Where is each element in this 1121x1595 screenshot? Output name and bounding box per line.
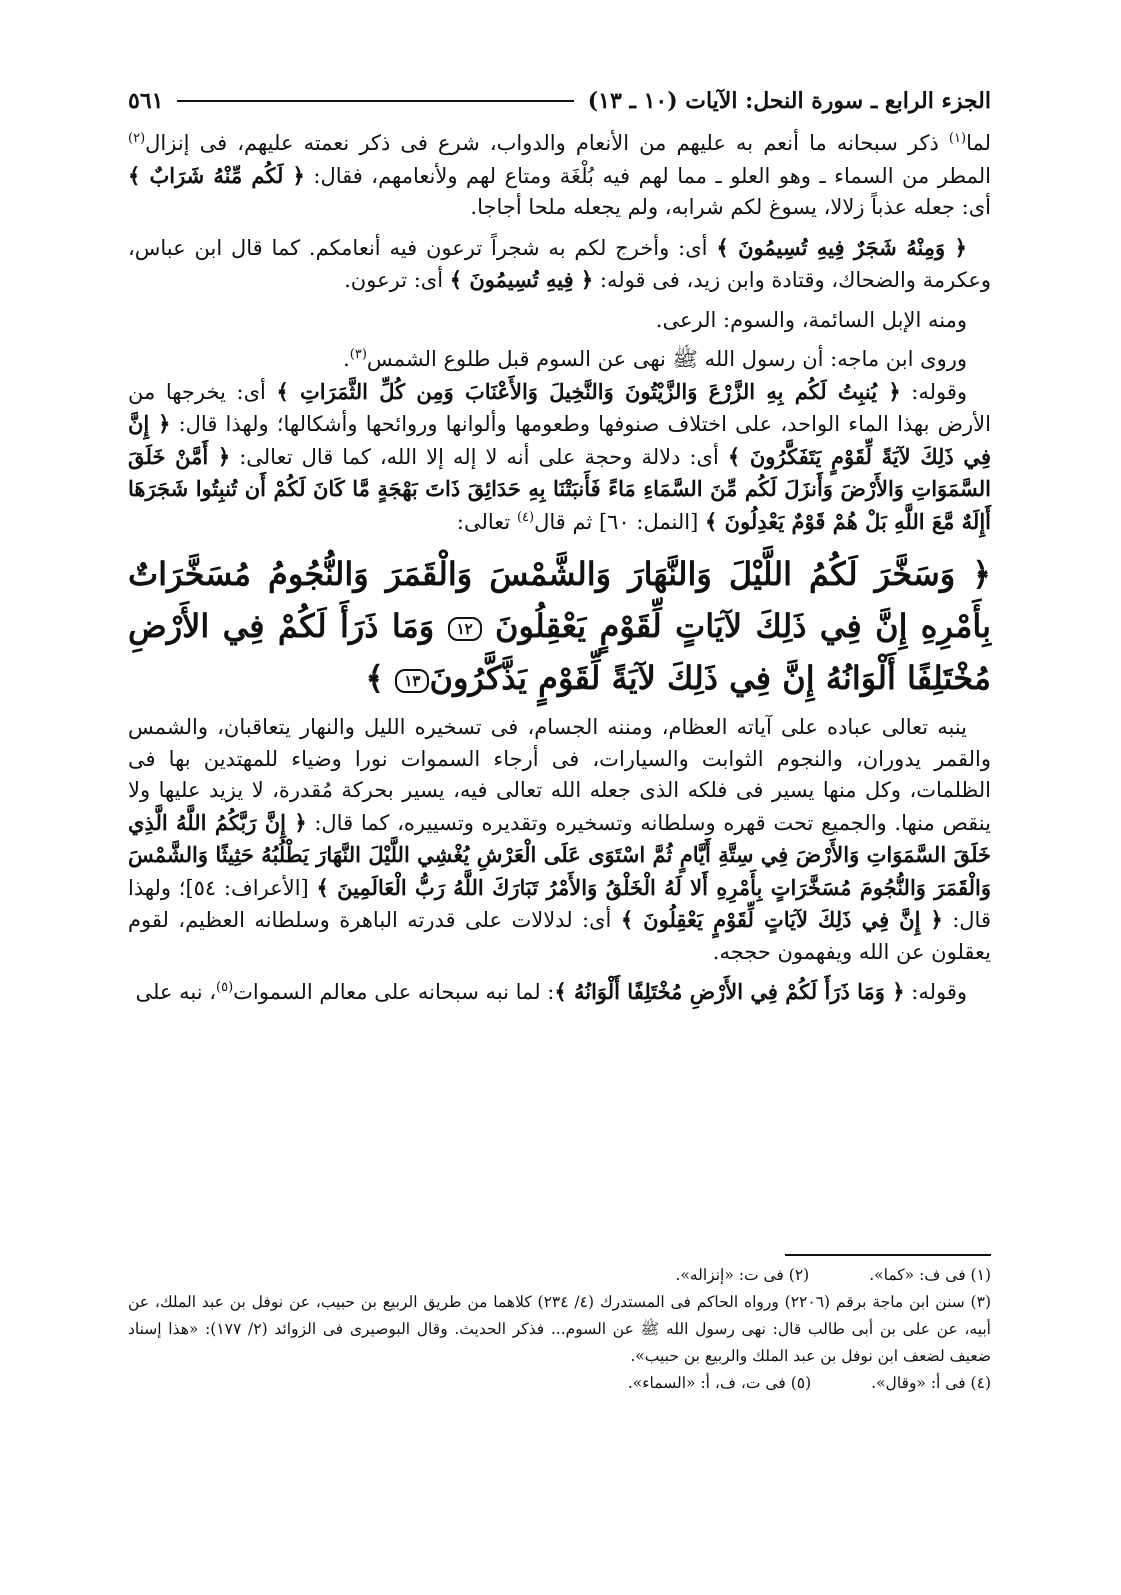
verse-block: ﴿ وَسَخَّرَ لَكُمُ اللَّيْلَ وَالنَّهَارَ وَالشَّمْسَ وَالْقَمَرَ وَالنُّجُومُ مُسَخَّرَاتٌ بِأَمْرِهِ إِنَّ فِي ذَلِكَ لآيَاتٍ لِّقَوْمٍ يَعْقِلُونَ ١٢ وَمَا ذَرَأَ لَكُمْ فِي الأَرْضِ مُخْتَلِفًا أَلْوَانُهُ إِنَّ فِي ذَلِكَ لآيَةً لِّقَوْمٍ يَذَّكَّرُونَ١٣ ﴾ — [128, 555, 992, 697]
quran-quote: ﴿ إِنَّ رَبَّكُمُ اللَّهُ الَّذِي خَلَقَ السَّمَوَاتِ وَالأَرْضَ فِي سِتَّةِ أَيَّامٍ ثُمَّ اسْتَوَى عَلَى الْعَرْشِ يُغْشِي اللَّيْلَ النَّهَارَ يَطْلُبُهُ حَثِيثًا وَالشَّمْسَ وَالْقَمَرَ وَالنُّجُومَ مُسَخَّرَاتٍ بِأَمْرِهِ أَلا لَهُ الْخَلْقُ وَالأَمْرُ تَبَارَكَ اللَّهُ رَبُّ الْعَالَمِينَ ﴾ — [128, 809, 991, 900]
footnote-ref[interactable]: (١) — [948, 131, 967, 146]
footnote-4: (٤) فى أ: «وقال». — [871, 1374, 991, 1392]
footnote-ref[interactable]: (٣) — [349, 347, 367, 362]
footnote-2: (٢) فى ت: «إنزاله». — [675, 1266, 810, 1284]
paragraph: ينبه تعالى عباده على آياته العظام، ومننه الجسام، فى تسخيره الليل والنهار يتعاقبان، والشمس والقمر يدوران، والنجوم الثوابت والسيارات، فى أرجاء السموات نورا وضياء للمهتدين بها فى الظلمات، وكل منها يسير فى فلكه الذى جعله الله تعالى فيه، يسير بحركة مُقدرة، لا يزيد عليها ولا ينقص منها. والجميع تحت قهره وسلطانه وتسخيره وتقديره وتسييره، كما قال: ﴿ إِنَّ رَبَّكُمُ اللَّهُ الَّذِي خَلَقَ السَّمَوَاتِ وَالأَرْضَ فِي سِتَّةِ أَيَّامٍ ثُمَّ اسْتَوَى عَلَى الْعَرْشِ يُغْشِي اللَّيْلَ النَّهَارَ يَطْلُبُهُ حَثِيثًا وَالشَّمْسَ وَالْقَمَرَ وَالنُّجُومَ مُسَخَّرَاتٍ بِأَمْرِهِ أَلا لَهُ الْخَلْقُ وَالأَمْرُ تَبَارَكَ اللَّهُ رَبُّ الْعَالَمِينَ ﴾ [الأعراف: ٥٤]؛ ولهذا قال: ﴿ إِنَّ فِي ذَلِكَ لآيَاتٍ لِّقَوْمٍ يَعْقِلُونَ ﴾ أى: لدلالات على قدرته الباهرة وسلطانه العظيم، لقوم يعقلون عن الله ويفهمون حججه. — [128, 715, 991, 964]
quran-quote: ﴿ أَمَّنْ خَلَقَ السَّمَوَاتِ وَالأَرْضَ وَأَنزَلَ لَكُم مِّنَ السَّمَاءِ مَاءً فَأَنبَتْنَا بِهِ حَدَائِقَ ذَاتَ بَهْجَةٍ مَّا كَانَ لَكُمْ أَن تُنبِتُوا شَجَرَهَا أَإِلَهٌ مَّعَ اللَّهِ بَلْ هُمْ قَوْمٌ يَعْدِلُونَ ﴾ — [128, 443, 991, 534]
footnote-1: (١) فى ف: «كما». — [869, 1266, 991, 1284]
page-number: ٥٦١ — [128, 88, 164, 114]
quran-quote: ﴿ يُنبِتُ لَكُم بِهِ الزَّرْعَ وَالزَّيْتُونَ وَالنَّخِيلَ وَالأَعْنَابَ وَمِن كُلِّ الثَّمَرَاتِ ﴾ — [276, 378, 901, 404]
footnote-ref[interactable]: (٢) — [128, 131, 146, 146]
main-text — [128, 128, 991, 1009]
ayah-number-12: ١٢ — [448, 617, 482, 641]
quran-quote: ﴿ لَكُم مِّنْهُ شَرَابٌ ﴾ — [128, 162, 305, 188]
quran-quote: ﴿ إِنَّ فِي ذَلِكَ لآيَاتٍ لِّقَوْمٍ يَعْقِلُونَ ﴾ — [620, 907, 943, 932]
header-rule — [177, 100, 573, 102]
footnote-separator — [785, 1254, 991, 1256]
footnote-ref[interactable]: (٥) — [216, 980, 234, 995]
footnote-5: (٥) فى ت، ف، أ: «السماء». — [627, 1374, 812, 1392]
running-header — [128, 84, 991, 118]
quran-quote: ﴿ إِنَّ فِي ذَلِكَ لآيَةً لِّقَوْمٍ يَتَفَكَّرُونَ ﴾ — [128, 411, 991, 469]
footnote-row — [128, 1370, 991, 1397]
paragraph: وروى ابن ماجه: أن رسول الله ﷺ نهى عن السوم قبل طلوع الشمس$^{(٣)}$. — [343, 347, 967, 371]
footnote-row — [128, 1262, 991, 1289]
quran-quote: ﴿ وَمِنْهُ شَجَرٌ فِيهِ تُسِيمُونَ ﴾ — [716, 234, 967, 260]
quran-quote: ﴿ وَمَا ذَرَأَ لَكُمْ فِي الأَرْضِ مُخْتَلِفًا أَلْوَانُهُ ﴾ — [554, 979, 905, 1004]
paragraph: لما$^{(١)}$ ذكر سبحانه ما أنعم به عليهم من الأنعام والدواب، شرع فى ذكر نعمته عليهم، فى إنزال$^{(٢)}$ المطر من السماء ـ وهو العلو ـ مما لهم فيه بُلْغَة ومتاع لهم ولأنعامهم، فقال: ﴿ لَكُم مِّنْهُ شَرَابٌ ﴾ أى: جعله عذباً زلالا، يسوغ لكم شرابه، ولم يجعله ملحا أجاجا. — [128, 131, 991, 219]
paragraph: ﴿ وَمِنْهُ شَجَرٌ فِيهِ تُسِيمُونَ ﴾ أى: وأخرج لكم به شجراً ترعون فيه أنعامكم. كما قال ابن عباس، وعكرمة والضحاك، وقتادة وابن زيد، فى قوله: ﴿ فِيهِ تُسِيمُونَ ﴾ أى: ترعون. — [128, 234, 991, 292]
footnotes — [128, 1262, 991, 1397]
quran-quote: ﴿ فِيهِ تُسِيمُونَ ﴾ — [449, 267, 594, 292]
paragraph: وقوله: ﴿ وَمَا ذَرَأَ لَكُمْ فِي الأَرْضِ مُخْتَلِفًا أَلْوَانُهُ ﴾: لما نبه سبحانه على معالم السموات$^{(٥)}$، نبه على — [135, 979, 967, 1004]
paragraph: ومنه الإبل السائمة، والسوم: الرعى. — [655, 307, 967, 332]
ayah-number-13: ١٣ — [395, 669, 429, 693]
paragraph: وقوله: ﴿ يُنبِتُ لَكُم بِهِ الزَّرْعَ وَالزَّيْتُونَ وَالنَّخِيلَ وَالأَعْنَابَ وَمِن كُلِّ الثَّمَرَاتِ ﴾ أى: يخرجها من الأرض بهذا الماء الواحد، على اختلاف صنوفها وطعومها وألوانها وروائحها وأشكالها؛ ولهذا قال: ﴿ إِنَّ فِي ذَلِكَ لآيَةً لِّقَوْمٍ يَتَفَكَّرُونَ ﴾ أى: دلالة وحجة على أنه لا إله إلا الله، كما قال تعالى: ﴿ أَمَّنْ خَلَقَ السَّمَوَاتِ وَالأَرْضَ وَأَنزَلَ لَكُم مِّنَ السَّمَاءِ مَاءً فَأَنبَتْنَا بِهِ حَدَائِقَ ذَاتَ بَهْجَةٍ مَّا كَانَ لَكُمْ أَن تُنبِتُوا شَجَرَهَا أَإِلَهٌ مَّعَ اللَّهِ بَلْ هُمْ قَوْمٌ يَعْدِلُونَ ﴾ [النمل: ٦٠] ثم قال$^{(٤)}$ تعالى: — [128, 378, 991, 534]
footnote-3: (٣) سنن ابن ماجة برقم (٢٢٠٦) ورواه الحاكم فى المستدرك (٤/ ٢٣٤) كلاهما من طريق الربيع بن حبيب، عن نوفل بن عبد الملك، عن أبيه، عن على بن أبى طالب قال: نهى رسول الله ﷺ عن السوم... فذكر الحديث. وقال البوصيرى فى الزوائد (٢/ ١٧٧): «هذا إسناد ضعيف لضعف ابن نوفل بن عبد الملك والربيع بن حبيب». — [128, 1293, 991, 1365]
footnote-ref[interactable]: (٤) — [516, 509, 535, 525]
header-title: الجزء الرابع ـ سورة النحل: الآيات (١٠ ـ ١٣) — [587, 88, 991, 114]
